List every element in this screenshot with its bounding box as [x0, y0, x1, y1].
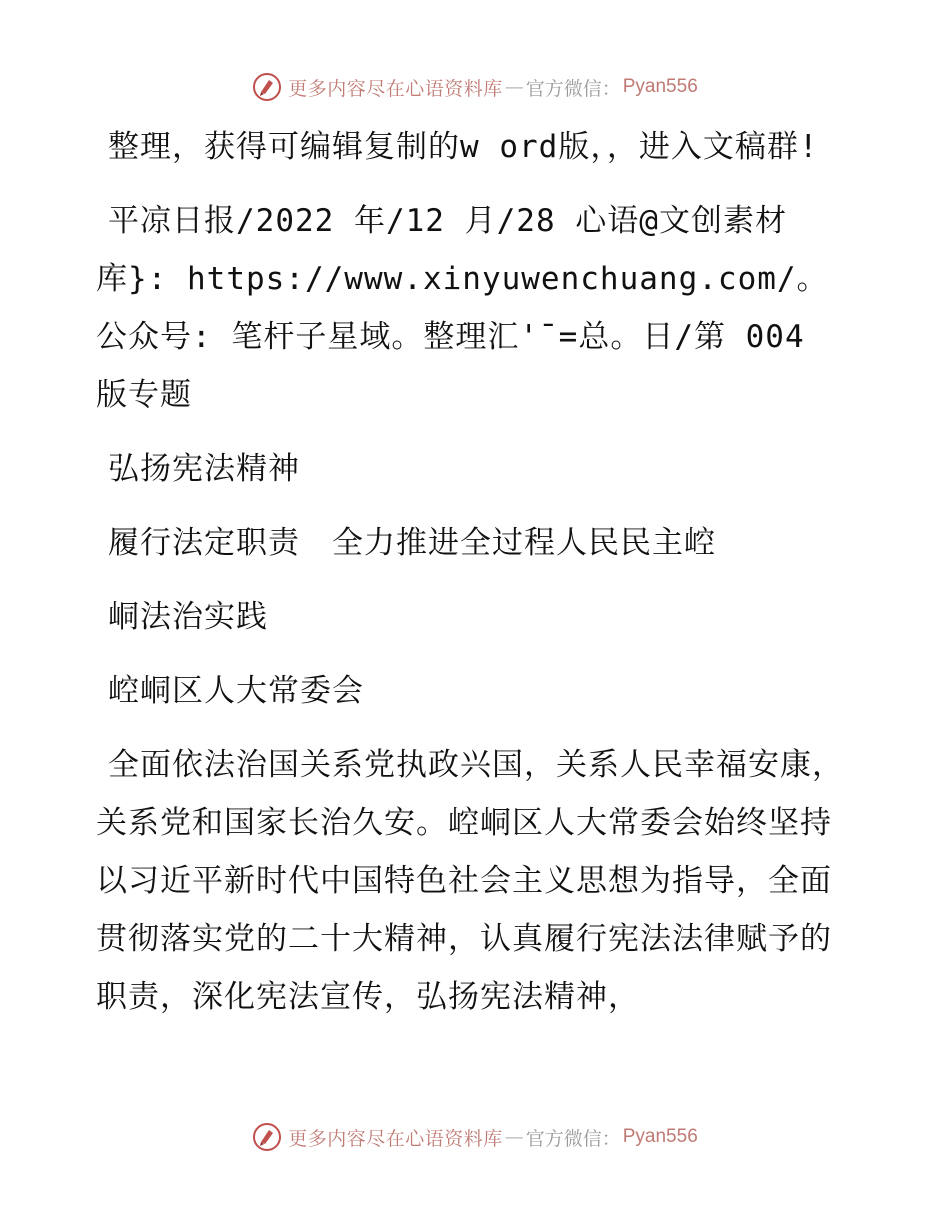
paragraph-intro: 整理，获得可编辑复制的w ord版，，进入文稿群!: [108, 129, 819, 165]
heading-1: 弘扬宪法精神: [108, 451, 300, 487]
paragraph-body: 全面依法治国关系党执政兴国，关系人民幸福安康，关系党和国家长治久安。崆峒区人大常委会始终坚持以习近平新时代中国特色社会主义思想为指导，全面贯彻落实党的二十大精神，认真履行宪法法律赋予的职责，深化宪法宣传，弘扬宪法精神，: [96, 747, 844, 1015]
logo-icon: [252, 72, 282, 102]
footer-banner: [0, 1122, 950, 1152]
banner-official-text: 官方微信：: [525, 1127, 621, 1150]
logo-icon: [252, 1122, 282, 1152]
banner-wechat-id: Pyan556: [622, 1126, 698, 1147]
paragraph-source: 平凉日报/2022 年/12 月/28 心语@文创素材库}: https://www.xinyuwenchuang.com/。公众号: 笔杆子星域。整理汇'¯=总。日/第 004 版专题: [96, 203, 829, 413]
banner-site-text: 更多内容尽在心语资料库: [288, 77, 503, 100]
header-banner: [0, 72, 950, 102]
heading-2: 履行法定职责 全力推进全过程人民民主崆: [108, 525, 716, 561]
banner-site-text: 更多内容尽在心语资料库: [288, 1127, 503, 1150]
banner-official-text: 官方微信：: [525, 77, 621, 100]
banner-dash: —: [504, 76, 524, 98]
banner-dash: —: [504, 1126, 524, 1148]
document-body: [96, 118, 856, 1042]
heading-3: 峒法治实践: [108, 599, 268, 635]
author-line: 崆峒区人大常委会: [108, 673, 364, 709]
banner-wechat-id: Pyan556: [622, 76, 698, 97]
